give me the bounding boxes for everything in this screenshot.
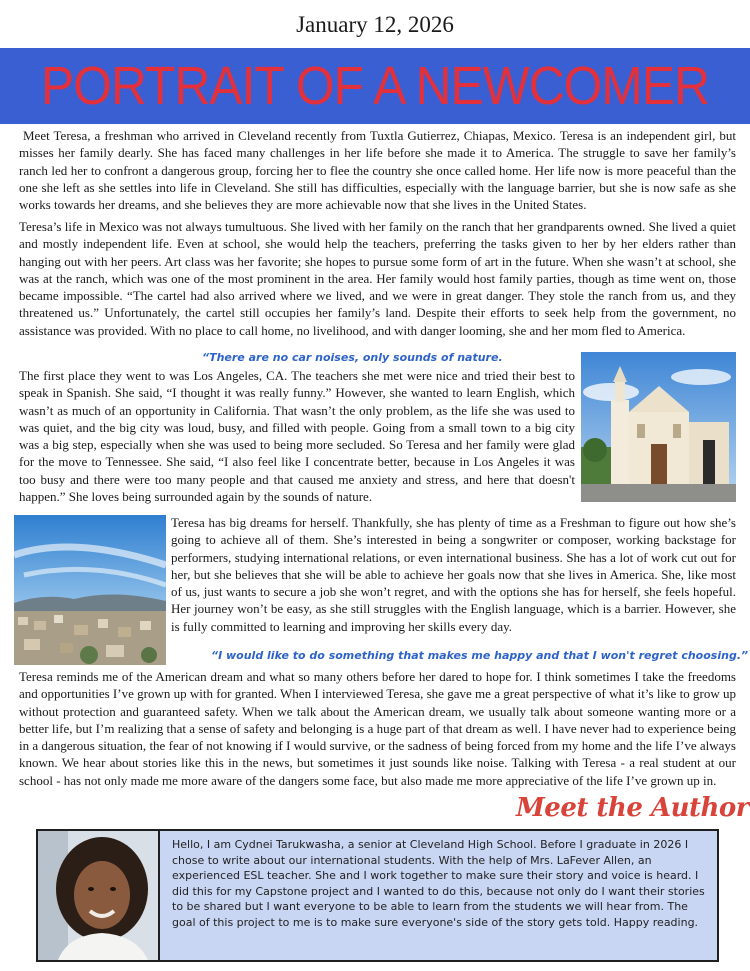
article-paragraph-reflection: Teresa reminds me of the American dream and what so many others before her dared to hope for. I think sometimes I take the freedoms and opportunities I’ve grown up with for granted. When I interviewed Teresa, she gave me a great perspective of what it’s like to grow up without protection and guaranteed safety. When we talk about the American dream, we usually talk about someone wanting more or a better life, but I’m realizing that a sense of safety and belonging is a huge part of that dream as well. I have never had to experience being in a dangerous situation, the fear of not knowing if I would survive, or the sadness of being forced from my home and the life I’ve always known. We hear about stories like this in the news, but sometimes it just sounds like noise. Talking with Teresa - a real student at our school - has not only made me more aware of the dangers some face, but also made me more appreciative of the life I’ve grown up in.	[19, 669, 736, 788]
article-paragraph-intro: Meet Teresa, a freshman who arrived in Cleveland recently from Tuxtla Gutierrez, Chiapas, Mexico. Teresa is an independent girl, but misses her family dearly. She has faced many challenges in her life before she made it to America. The struggle to save her family’s ranch led her to confront a dangerous group, forcing her to flee the country she once called home. Her life now is more peaceful than the one she left as she settles into life in Cleveland. She still has difficulties, especially with the language barrier, but she is now safe as she works towards her dreams, and she believes they are more achievable now that she lives in the United States.	[19, 128, 736, 213]
author-bio: Hello, I am Cydnei Tarukwasha, a senior at Cleveland High School. Before I graduate in 2026 I chose to write about our international students. With the help of Mrs. LaFever Allen, an experienced ESL teacher. She and I work together to make sure their story and voice is heard. I did this for my Capstone project and I wanted to do this, because not only do I want their stories to be shared but I want everyone to be able to learn from the students we will hear from. The goal of this project to me is to make sure everyone's side of the story gets told. Happy reading.	[158, 829, 719, 962]
article-paragraph-mexico: Teresa’s life in Mexico was not always tumultuous. She lived with her family on the ranch that her grandparents owned. She lived a quiet and mostly independent life. Even at school, she would help the teachers, preferring the tasks given to her by her elders rather than hanging out with her peers. Art class was her favorite; she hopes to pursue some form of art in the future. When she wasn’t at school, she was at the ranch, which was one of the most prominent in the area. Her family would host family parties, though as time went on, those became impossible. “The cartel had also arrived where we lived, and we were in great danger. They stole the ranch from us, and they threatened us.” Unfortunately, the cartel still occupies her family’s land. Despite their efforts to seek help from the government, no assistance was provided. With no place to call home, no livelihood, and with danger looming, she and her mom fled to America.	[19, 219, 736, 338]
issue-date: January 12, 2026	[296, 12, 454, 37]
author-heading: Meet the Author	[516, 793, 749, 823]
article-paragraph-los-angeles: The first place they went to was Los Angeles, CA. The teachers she met were nice and tried their best to speak in Spanish. She said, “I thought it was really funny.” However, she wanted to learn English, which wasn’t as much of an opportunity in California. That wasn’t the only problem, as the life she was used to was quiet, and the big city was loud, busy, and filled with people. Going from a small town to a big city was a big step, especially when she was used to being more secluded. So Teresa and her family were glad for the move to Tennessee. She said, “I also feel like I concentrate better, because in Los Angeles it was too busy and there were too many people and that caused me anxiety and stress, and here that doesn't happen.” She loves being surrounded again by the sounds of nature.	[19, 368, 575, 505]
cityscape-photo	[14, 515, 166, 665]
pull-quote-happy: “I would like to do something that makes me happy and that I won't regret choosing.”	[211, 649, 749, 662]
page-title: PORTRAIT OF A NEWCOMER	[40, 56, 710, 116]
church-photo	[581, 352, 736, 502]
title-banner	[0, 48, 750, 124]
pull-quote-nature: “There are no car noises, only sounds of nature.	[202, 351, 503, 364]
author-photo	[38, 831, 158, 960]
article-paragraph-dreams: Teresa has big dreams for herself. Thankfully, she has plenty of time as a Freshman to figure out how she’s going to achieve all of them. She’s interested in being a songwriter or composer, working backstage for performers, studying international relations, or even international business. She has a lot of work cut out for her, but she believes that she will be able to achieve her goals now that she lives in America. She, like most of us, just wants to secure a job she won’t regret, and with the options she has for herself, she feels hopeful. Her journey won’t be easy, as she still struggles with the English language, which is a barrier. However, she is fully committed to learning and improving her skills every day.	[171, 515, 736, 634]
